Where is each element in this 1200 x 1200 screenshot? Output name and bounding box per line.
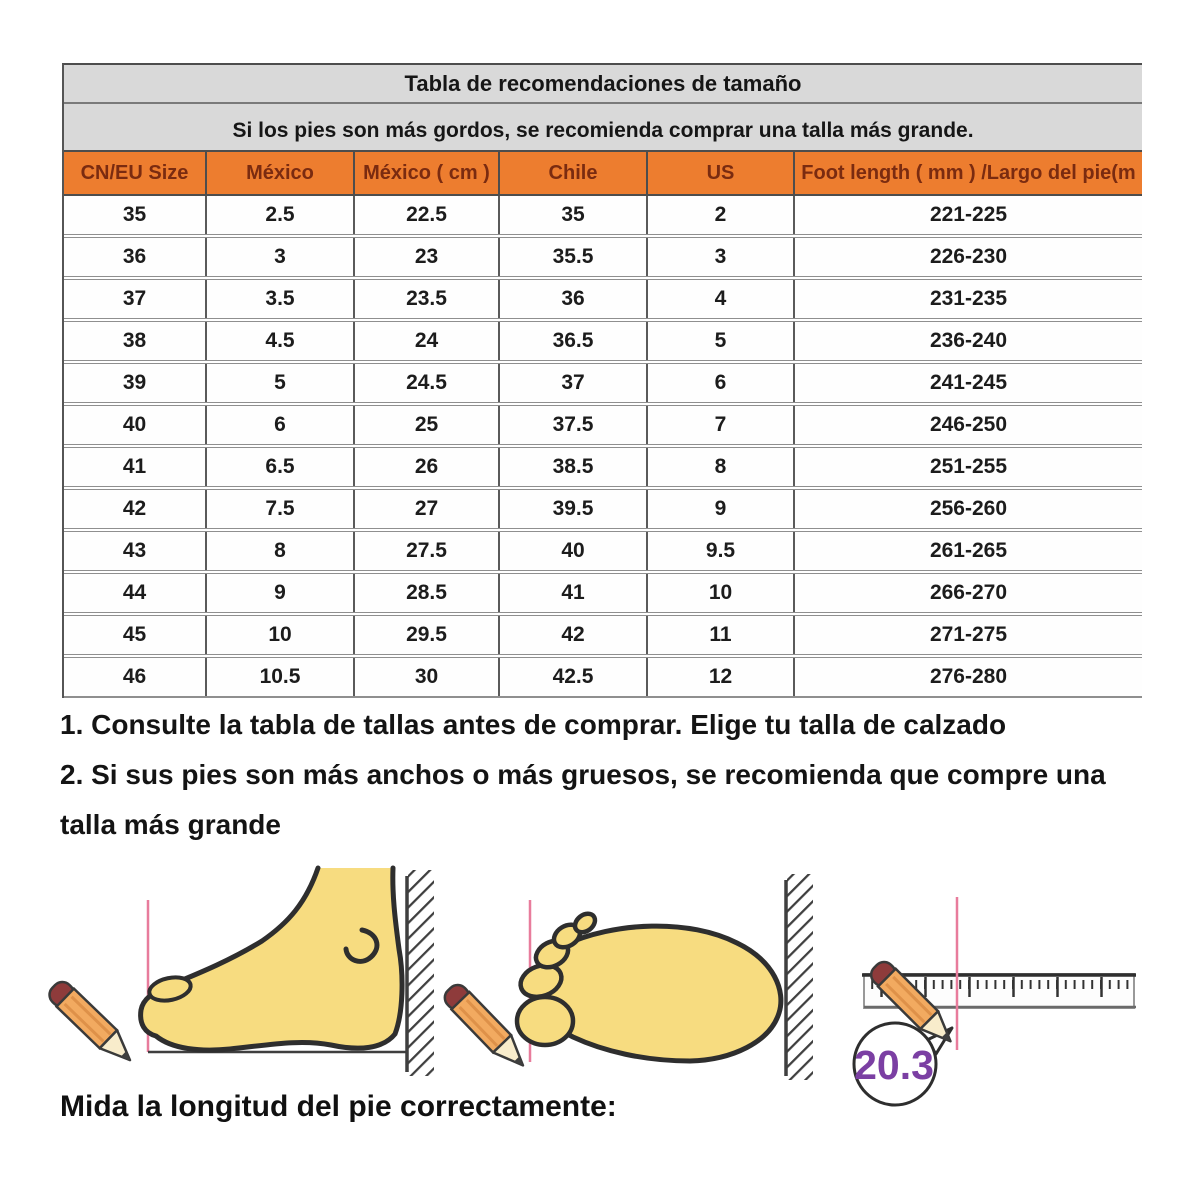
- foot-top-icon: [516, 910, 781, 1061]
- measurement-illustrations: [0, 855, 1200, 1110]
- table-cell: 23.5: [354, 278, 499, 320]
- column-header-cn-eu: CN/EU Size: [64, 151, 206, 195]
- table-cell: 2: [647, 195, 794, 236]
- table-cell: 25: [354, 404, 499, 446]
- table-cell: 30: [354, 656, 499, 697]
- table-title: Tabla de recomendaciones de tamaño: [64, 65, 1142, 104]
- table-cell: 3: [647, 236, 794, 278]
- table-cell: 5: [206, 362, 354, 404]
- table-cell: 4.5: [206, 320, 354, 362]
- table-cell: 9: [206, 572, 354, 614]
- size-chart: [62, 63, 1142, 698]
- figure-side-foot: [45, 868, 434, 1076]
- table-cell: 37: [499, 362, 647, 404]
- table-cell: 42: [499, 614, 647, 656]
- measured-value: 20.3: [854, 1042, 934, 1088]
- table-cell: 256-260: [794, 488, 1142, 530]
- table-cell: 38.5: [499, 446, 647, 488]
- table-cell: 43: [64, 530, 206, 572]
- column-header-chile: Chile: [499, 151, 647, 195]
- table-cell: 2.5: [206, 195, 354, 236]
- table-row: [64, 404, 1142, 446]
- table-cell: 22.5: [354, 195, 499, 236]
- table-cell: 9: [647, 488, 794, 530]
- table-cell: 41: [64, 446, 206, 488]
- figure-ruler: [854, 897, 1136, 1105]
- table-cell: 40: [499, 530, 647, 572]
- pencil-icon: [45, 977, 139, 1069]
- table-cell: 7: [647, 404, 794, 446]
- table-cell: 6: [647, 362, 794, 404]
- wall-hatch-icon: [786, 874, 813, 1080]
- table-cell: 5: [647, 320, 794, 362]
- table-cell: 35.5: [499, 236, 647, 278]
- table-row: [64, 488, 1142, 530]
- table-row: [64, 278, 1142, 320]
- table-cell: 36.5: [499, 320, 647, 362]
- table-cell: 24.5: [354, 362, 499, 404]
- table-cell: 251-255: [794, 446, 1142, 488]
- column-header-mexico-cm: México ( cm ): [354, 151, 499, 195]
- table-cell: 28.5: [354, 572, 499, 614]
- table-cell: 8: [206, 530, 354, 572]
- table-cell: 39.5: [499, 488, 647, 530]
- table-cell: 12: [647, 656, 794, 697]
- table-cell: 246-250: [794, 404, 1142, 446]
- table-cell: 261-265: [794, 530, 1142, 572]
- table-cell: 231-235: [794, 278, 1142, 320]
- table-cell: 35: [499, 195, 647, 236]
- table-cell: 41: [499, 572, 647, 614]
- table-cell: 4: [647, 278, 794, 320]
- table-cell: 226-230: [794, 236, 1142, 278]
- table-cell: 45: [64, 614, 206, 656]
- column-header-mexico: México: [206, 151, 354, 195]
- table-cell: 9.5: [647, 530, 794, 572]
- table-cell: 271-275: [794, 614, 1142, 656]
- table-row: [64, 195, 1142, 236]
- table-cell: 3: [206, 236, 354, 278]
- table-cell: 40: [64, 404, 206, 446]
- foot-side-icon: [141, 868, 402, 1050]
- table-cell: 42.5: [499, 656, 647, 697]
- table-cell: 27: [354, 488, 499, 530]
- table-cell: 276-280: [794, 656, 1142, 697]
- table-cell: 39: [64, 362, 206, 404]
- figure-top-foot: [440, 874, 813, 1080]
- table-row: [64, 236, 1142, 278]
- table-cell: 38: [64, 320, 206, 362]
- table-cell: 236-240: [794, 320, 1142, 362]
- table-row: [64, 656, 1142, 697]
- table-row: [64, 362, 1142, 404]
- table-cell: 37: [64, 278, 206, 320]
- table-row: [64, 572, 1142, 614]
- table-cell: 10: [206, 614, 354, 656]
- notes: [60, 700, 1142, 850]
- table-cell: 10: [647, 572, 794, 614]
- header-row: [64, 151, 1142, 195]
- table-cell: 6.5: [206, 446, 354, 488]
- table-cell: 27.5: [354, 530, 499, 572]
- table-subtitle: Si los pies son más gordos, se recomienda comprar una talla más grande.: [64, 104, 1142, 150]
- table-cell: 44: [64, 572, 206, 614]
- table-cell: 11: [647, 614, 794, 656]
- table-row: [64, 530, 1142, 572]
- wall-hatch-icon: [407, 870, 434, 1076]
- table-row: [64, 614, 1142, 656]
- table-cell: 221-225: [794, 195, 1142, 236]
- table-cell: 266-270: [794, 572, 1142, 614]
- table-cell: 241-245: [794, 362, 1142, 404]
- table-cell: 42: [64, 488, 206, 530]
- measure-caption: Mida la longitud del pie correctamente:: [60, 1090, 617, 1123]
- table-cell: 24: [354, 320, 499, 362]
- table-cell: 3.5: [206, 278, 354, 320]
- table-cell: 8: [647, 446, 794, 488]
- table-row: [64, 320, 1142, 362]
- column-header-us: US: [647, 151, 794, 195]
- table-cell: 37.5: [499, 404, 647, 446]
- table-cell: 29.5: [354, 614, 499, 656]
- table-cell: 26: [354, 446, 499, 488]
- table-row: [64, 446, 1142, 488]
- table-cell: 10.5: [206, 656, 354, 697]
- note-1: 1. Consulte la tabla de tallas antes de comprar. Elige tu talla de calzado: [60, 709, 1007, 740]
- column-header-foot-length: Foot length ( mm ) /Largo del pie(m: [794, 151, 1142, 195]
- size-table: [64, 150, 1142, 698]
- note-2: 2. Si sus pies son más anchos o más gruesos, se recomienda que compre una talla más grande: [60, 759, 1106, 840]
- table-cell: 6: [206, 404, 354, 446]
- table-cell: 36: [499, 278, 647, 320]
- table-cell: 7.5: [206, 488, 354, 530]
- table-cell: 46: [64, 656, 206, 697]
- table-cell: 23: [354, 236, 499, 278]
- table-cell: 36: [64, 236, 206, 278]
- table-cell: 35: [64, 195, 206, 236]
